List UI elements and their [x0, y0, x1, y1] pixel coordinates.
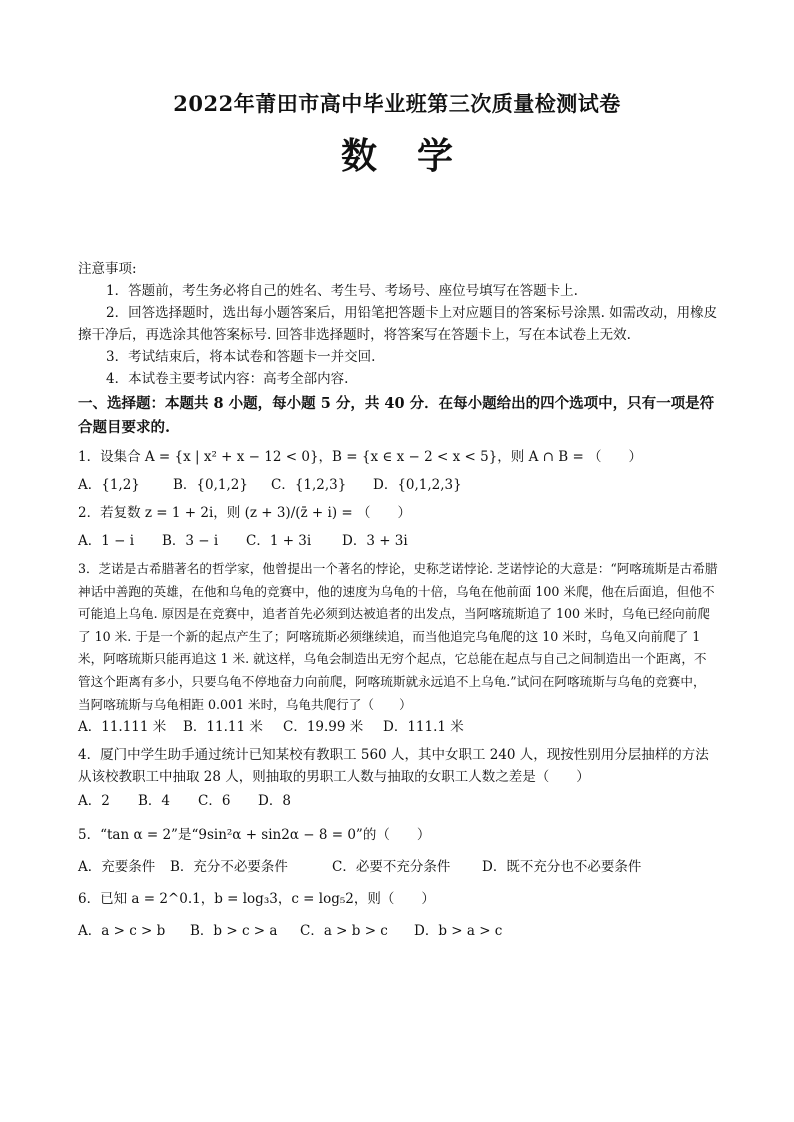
option-c: C．6 — [198, 793, 231, 810]
option-a: A．11.111 米 — [78, 719, 167, 736]
subject-title: 数学 — [340, 135, 493, 177]
question-2-options — [78, 530, 718, 552]
question-5-stem: 5．“tan α = 2”是“9sin²α + sin2α − 8 = 0”的（ ） — [78, 827, 431, 844]
option-a: A．{1,2} — [78, 477, 140, 493]
exam-title: 2022年莆田市高中毕业班第三次质量检测试卷 — [173, 91, 621, 116]
section-heading: 一、选择题：本题共 8 小题，每小题 5 分，共 40 分．在每小题给出的四个选项中，只有一项是符合题目要求的. — [78, 395, 715, 436]
option-d: D．b > a > c — [414, 923, 503, 940]
question-6-options — [78, 920, 718, 942]
question-4-stem: 4．厦门中学生助手通过统计已知某校有教职工 560 人，其中女职工 240 人，现按性别用分层抽样的方法从该校教职工中抽取 28 人，则抽取的男职工人数与抽取的女职工人数之差是（ ） — [78, 747, 709, 786]
notice-item-3: 3．考试结束后，将本试卷和答题卡一并交回. — [106, 349, 376, 365]
option-b: B．11.11 米 — [183, 719, 263, 736]
option-a: A．1 − i — [78, 533, 135, 549]
question-3-stem: 3．芝诺是古希腊著名的哲学家，他曾提出一个著名的悖论，史称芝诺悖论. 芝诺悖论的大意是：“阿喀琉斯是古希腊神话中善跑的英雄，在他和乌龟的竞赛中，他的速度为乌龟的十倍，乌龟在他前面 100 米爬，他在后面追，但他不可能追上乌龟. 原因是在竞赛中，追者首先必须到达被追者的出发点，当阿喀琉斯追了 100 米时，乌龟已经向前爬了 10 米. 于是一个新的起点产生了；阿喀琉斯必须继续追，而当他追完乌龟爬的这 10 米时，乌龟又向前爬了 1 米，阿喀琉斯只能再追这 1 米. 就这样，乌龟会制造出无穷个起点，它总能在起点与自己之间制造出一个距离，不管这个距离有多小，只要乌龟不停地奋力向前爬，阿喀琉斯就永远追不上乌龟.”试问在阿喀琉斯与乌龟的竞赛中，当阿喀琉斯与乌龟相距 0.001 米时，乌龟共爬行了（ ） — [78, 561, 718, 712]
option-c: C．1 + 3i — [246, 533, 312, 549]
option-d: D．{0,1,2,3} — [373, 477, 462, 493]
option-b: B．充分不必要条件 — [170, 859, 288, 876]
option-d: D．8 — [258, 793, 291, 810]
question-1-options — [78, 474, 718, 496]
option-d: D．111.1 米 — [383, 719, 464, 736]
option-a: A．2 — [78, 793, 110, 810]
option-c: C．必要不充分条件 — [332, 859, 451, 876]
question-4-options — [78, 790, 718, 812]
option-c: C．a > b > c — [300, 923, 388, 940]
option-b: B．4 — [138, 793, 171, 810]
option-a: A．a > c > b — [78, 923, 166, 940]
option-c: C．19.99 米 — [283, 719, 364, 736]
option-b: B．3 − i — [162, 533, 219, 549]
question-2-stem: 2．若复数 z = 1 + 2i，则 (z + 3)/(z̄ + i) = （ ） — [78, 505, 411, 521]
option-b: B．b > c > a — [190, 923, 278, 940]
option-d: D．3 + 3i — [342, 533, 408, 549]
notice-heading: 注意事项: — [78, 261, 137, 277]
option-c: C．{1,2,3} — [271, 477, 347, 493]
exam-body — [78, 258, 718, 942]
question-6-stem: 6．已知 a = 2^0.1，b = log₃3，c = log₅2，则（ ） — [78, 891, 435, 908]
option-d: D．既不充分也不必要条件 — [482, 859, 642, 876]
question-5-options — [78, 856, 718, 878]
option-a: A．充要条件 — [78, 859, 156, 876]
notice-item-1: 1．答题前，考生务必将自己的姓名、考生号、考场号、座位号填写在答题卡上. — [106, 283, 578, 299]
option-b: B．{0,1,2} — [173, 477, 248, 493]
question-3-options — [78, 716, 718, 738]
notice-item-4: 4．本试卷主要考试内容：高考全部内容. — [106, 371, 349, 387]
notice-item-2: 2．回答选择题时，选出每小题答案后，用铅笔把答题卡上对应题目的答案标号涂黑. 如需改动，用橡皮擦干净后，再选涂其他答案标号. 回答非选择题时，将答案写在答题卡上，写在本试卷上无效. — [78, 305, 718, 343]
question-1-stem: 1．设集合 A = {x | x² + x − 12 < 0}，B = {x ∈ x − 2 < x < 5}，则 A ∩ B = （ ） — [78, 449, 643, 465]
